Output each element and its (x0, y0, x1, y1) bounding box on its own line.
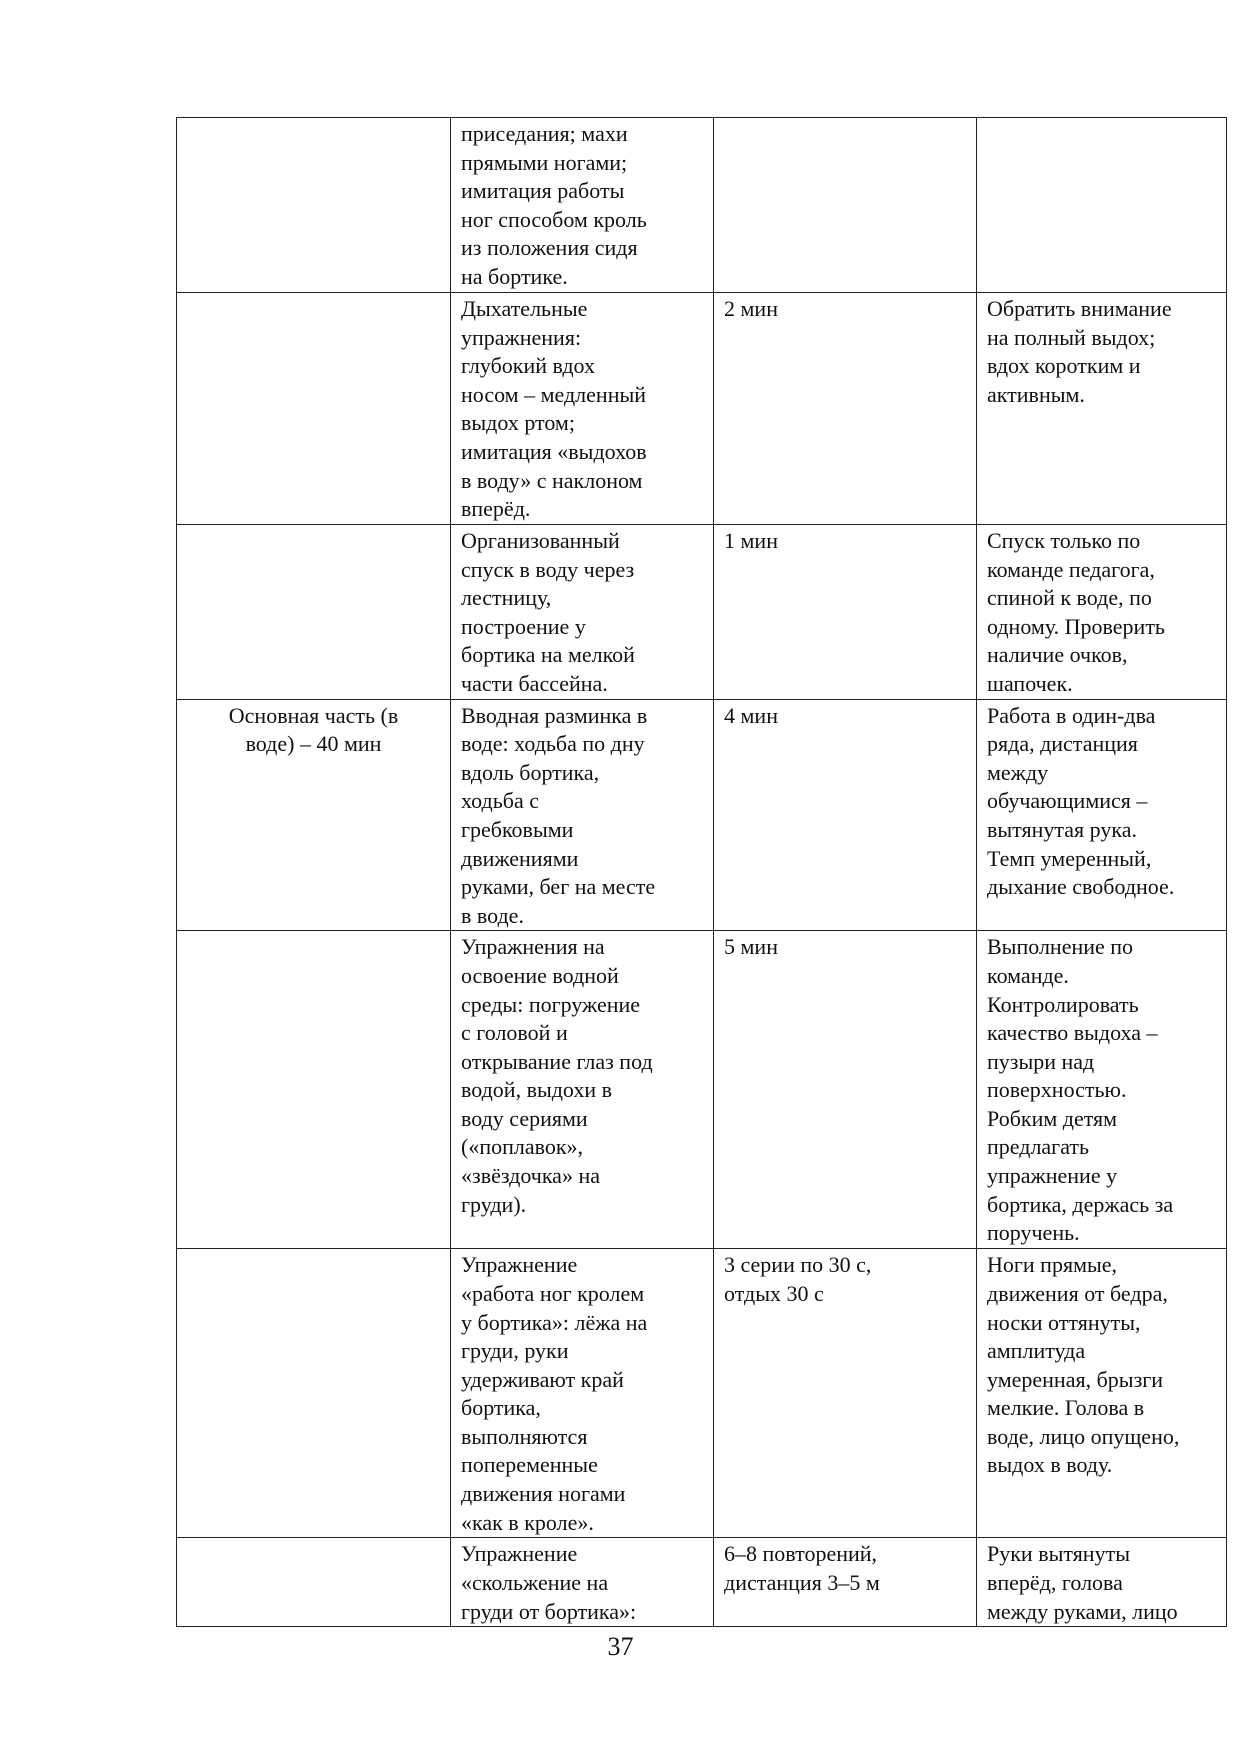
notes-cell: Руки вытянуты вперёд, голова между руками, лицо (977, 1538, 1227, 1627)
table-row (177, 931, 1227, 1249)
exercise-cell: Упражнение «скольжение на груди от бортика»: (451, 1538, 714, 1627)
section-cell (177, 293, 451, 525)
notes-cell: Спуск только по команде педагога, спиной к воде, по одному. Проверить наличие очков, шапочек. (977, 525, 1227, 700)
section-cell (177, 931, 451, 1249)
table-row (177, 118, 1227, 293)
exercise-cell: Дыхательные упражнения: глубокий вдох носом – медленный выдох ртом; имитация «выдохов в воду» с наклоном вперёд. (451, 293, 714, 525)
section-cell (177, 1538, 451, 1627)
exercise-cell: Упражнение «работа ног кролем у бортика»: лёжа на груди, руки удерживают край бортика, выполняются попеременные движения ногами «как в кроле». (451, 1249, 714, 1538)
section-cell (177, 525, 451, 700)
dosage-cell: 6–8 повторений, дистанция 3–5 м (714, 1538, 977, 1627)
lesson-plan-table (176, 117, 1227, 1627)
notes-cell: Обратить внимание на полный выдох; вдох коротким и активным. (977, 293, 1227, 525)
section-cell (177, 1249, 451, 1538)
exercise-cell: Организованный спуск в воду через лестницу, построение у бортика на мелкой части бассейна. (451, 525, 714, 700)
table-row (177, 699, 1227, 931)
section-cell (177, 118, 451, 293)
notes-cell: Ноги прямые, движения от бедра, носки оттянуты, амплитуда умеренная, брызги мелкие. Голова в воде, лицо опущено, выдох в воду. (977, 1249, 1227, 1538)
table-row (177, 525, 1227, 700)
exercise-cell: Вводная разминка в воде: ходьба по дну вдоль бортика, ходьба с гребковыми движениями руками, бег на месте в воде. (451, 699, 714, 931)
dosage-cell (714, 118, 977, 293)
exercise-cell: Упражнения на освоение водной среды: погружение с головой и открывание глаз под водой, выдохи в воду сериями («поплавок», «звёздочка» на груди). (451, 931, 714, 1249)
page-number: 37 (607, 1632, 634, 1661)
notes-cell: Работа в один-два ряда, дистанция между обучающимися – вытянутая рука. Темп умеренный, дыхание свободное. (977, 699, 1227, 931)
dosage-cell: 3 серии по 30 с, отдых 30 с (714, 1249, 977, 1538)
table-row (177, 1249, 1227, 1538)
section-cell: Основная часть (в воде) – 40 мин (177, 699, 451, 931)
notes-cell: Выполнение по команде. Контролировать качество выдоха – пузыри над поверхностью. Робким детям предлагать упражнение у бортика, держась за поручень. (977, 931, 1227, 1249)
exercise-cell: приседания; махи прямыми ногами; имитация работы ног способом кроль из положения сидя на бортике. (451, 118, 714, 293)
table-row (177, 293, 1227, 525)
dosage-cell: 1 мин (714, 525, 977, 700)
notes-cell (977, 118, 1227, 293)
table-row (177, 1538, 1227, 1627)
dosage-cell: 2 мин (714, 293, 977, 525)
dosage-cell: 5 мин (714, 931, 977, 1249)
dosage-cell: 4 мин (714, 699, 977, 931)
